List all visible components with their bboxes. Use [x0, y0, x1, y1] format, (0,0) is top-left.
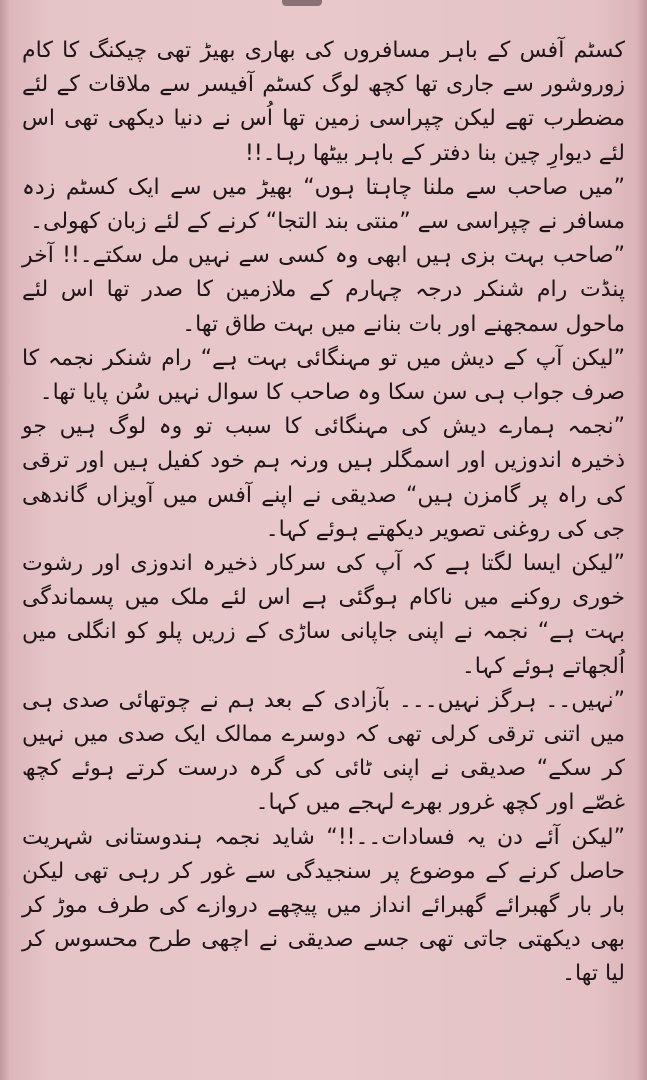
paragraph: ”لیکن آپ کے دیش میں تو مہنگائی بہت ہے“ رام شنکر نجمہ کا صرف جواب ہی سن سکا وہ صاحب کا سوال نہیں سُن پایا تھا۔	[22, 345, 625, 406]
paragraph: ”نجمہ ہمارے دیش کی مہنگائی کا سبب تو وہ لوگ ہیں جو ذخیرہ اندوزیں اور اسمگلر ہیں ورنہ ہم خود کفیل ہیں اور ترقی کی راہ پر گامزن ہیں“ صدیقی نے اپنے آفس میں آویزاں گاندھی جی کی روغنی تصویر دیکھتے ہوئے کہا۔	[22, 414, 625, 542]
paragraph: ”نہیں۔۔ ہرگز نہیں۔۔۔ بآزادی کے بعد ہم نے چوتھائی صدی ہی میں اتنی ترقی کرلی تھی کہ دوسرے ممالک ایک صدی میں نہیں کر سکے“ صدیقی نے اپنی ٹائی کی گرہ درست کرتے ہوئے کچھ غصّے اور کچھ غرور بھرے لہجے میں کہا۔	[22, 687, 625, 816]
paragraph: ”میں صاحب سے ملنا چاہتا ہوں“ بھیڑ میں سے ایک کسٹم زدہ مسافر نے چپراسی سے ”منتی بند التجا“ کرنے کے لئے زبان کھولی۔	[22, 174, 625, 235]
page-edge-shadow-right	[637, 0, 647, 1080]
page-edge-shadow-left	[0, 0, 10, 1080]
paragraph: ”لیکن آئے دن یہ فسادات۔۔!!“ شاید نجمہ ہندوستانی شہریت حاصل کرنے کے موضوع پر سنجیدگی سے غور کر رہی تھی لیکن بار بار گھبرائے گھبرائے انداز میں پیچھے دروازے کی طرف موڑ کر بھی دیکھتی جاتی تھی جسے صدیقی نے اچھی طرح محسوس کر لیا تھا۔	[22, 824, 625, 987]
page-top-mark	[282, 0, 322, 6]
paragraph: ”صاحب بہت بزی ہیں ابھی وہ کسی سے نہیں مل سکتے۔!! آخر پنڈت رام شنکر درجہ چہارم کے ملازمین کا صدر تھا اس لئے ماحول سمجھنے اور بات بنانے میں بہت طاق تھا۔	[22, 243, 625, 337]
paragraph: کسٹم آفس کے باہر مسافروں کی بھاری بھیڑ تھی چیکنگ کا کام زوروشور سے جاری تھا کچھ لوگ کسٹم آفیسر سے ملاقات کے لئے مضطرب تھے لیکن چپراسی زمین تھا اُس نے دنیا دیکھی تھی اس لئے دیوارِ چین بنا دفتر کے باہر بیٹھا رہا۔!!	[22, 38, 625, 166]
paragraph: ”لیکن ایسا لگتا ہے کہ آپ کی سرکار ذخیرہ اندوزی اور رشوت خوری روکنے میں ناکام ہوگئی ہے اس لئے ملک میں پسماندگی بہت ہے“ نجمہ نے اپنی جاپانی ساڑی کے زریں پلو کو انگلی میں اُلجھاتے ہوئے کہا۔	[22, 551, 625, 679]
page-body-text	[22, 34, 625, 992]
